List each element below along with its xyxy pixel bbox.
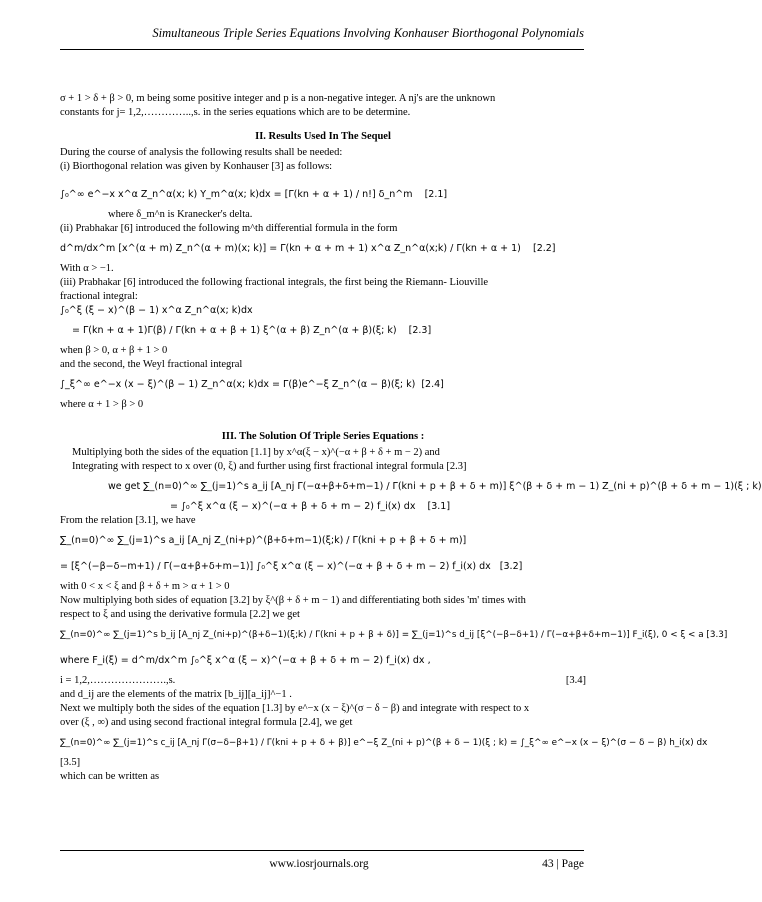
equation-2-4: ∫_ξ^∞ e^−x (x − ξ)^(β − 1) Z_n^α(x; k)dx = Γ(β)e^−ξ Z_n^(α − β)(ξ; k) [2.4]: [60, 379, 444, 390]
equation-2-3a: ∫₀^ξ (ξ − x)^(β − 1) x^α Z_n^α(x; k)dx: [60, 305, 253, 316]
equation-number: [2.3]: [408, 325, 432, 336]
equation-2-1: ∫₀^∞ e^−x x^α Z_n^α(x; k) Y_m^α(x; k)dx = [Γ(kn + α + 1) / n!] δ_n^m [2.1]: [60, 189, 448, 200]
text-line: when β > 0, α + β + 1 > 0: [60, 345, 168, 356]
equation-number: [3.5]: [60, 757, 81, 768]
equation-number: [2.4]: [421, 379, 444, 390]
text-line: over (ξ , ∞) and using second fractional integral formula [2.4], we get: [60, 717, 353, 728]
equation-3-2a: ∑_(n=0)^∞ ∑_(j=1)^s a_ij [A_nj Z_(ni+p)^(β+δ+m−1)(ξ;k) / Γ(kni + p + β + δ + m)]: [60, 535, 467, 546]
footer-rule: [60, 850, 584, 851]
text-line: and the second, the Weyl fractional integral: [60, 359, 243, 370]
equation-3-3: ∑_(n=0)^∞ ∑_(j=1)^s b_ij [A_nj Z_(ni+p)^(β+δ−1)(ξ;k) / Γ(kni + p + β + δ)] = ∑_(j=1)^s d_ij [ξ^(−β−δ+1) / Γ(−α+β+δ+m−1)] F_i(ξ), 0 < ξ < a [3.3]: [60, 630, 728, 640]
text-line: fractional integral:: [60, 291, 138, 302]
text-line: σ + 1 > δ + β > 0, m being some positive integer and p is a non-negative integer. A nj's are the unknown: [60, 93, 496, 104]
equation-2-2: d^m/dx^m [x^(α + m) Z_n^(α + m)(x; k)] = Γ(kn + α + m + 1) x^α Z_n^α(x;k) / Γ(kn + α + 1) [2.2]: [60, 243, 556, 254]
equation-2-3b: = Γ(kn + α + 1)Γ(β) / Γ(kn + α + β + 1) ξ^(α + β) Z_n^(α + β)(ξ; k) [2.3]: [72, 325, 432, 336]
text-line: (i) Biorthogonal relation was given by Konhauser [3] as follows:: [60, 161, 333, 172]
equation-number: [3.3]: [706, 630, 728, 640]
text-line: respect to ξ and using the derivative formula [2.2] we get: [60, 609, 300, 620]
equation-3-5: ∑_(n=0)^∞ ∑_(j=1)^s c_ij [A_nj Γ(σ−δ−β+1) / Γ(kni + p + δ + β)] e^−ξ Z_(ni + p)^(β + δ − 1)(ξ ; k) = ∫_ξ^∞ e^−x (x − ξ)^(σ − δ − β) h_i(x) dx: [60, 738, 708, 748]
text-line: (iii) Prabhakar [6] introduced the following fractional integrals, the first being the Riemann- Liouville: [60, 277, 489, 288]
text-line: During the course of analysis the following results shall be needed:: [60, 147, 343, 158]
running-header: Simultaneous Triple Series Equations Involving Konhauser Biorthogonal Polynomials: [152, 26, 584, 40]
equation-number: [2.2]: [532, 243, 556, 254]
text-line: Multiplying both the sides of the equation [1.1] by x^α(ξ − x)^(−α + β + δ + m − 2) and: [72, 447, 440, 458]
equation-number: [3.1]: [427, 501, 451, 512]
text-line: i = 1,2,………………….,s. [3.4]: [60, 675, 586, 686]
body-text: [60, 92, 762, 784]
text-line: Now multiplying both sides of equation [3.2] by ξ^(β + δ + m − 1) and differentiating both sides 'm' times with: [60, 595, 526, 606]
equation-number: [2.1]: [424, 189, 448, 200]
equation-number: [3.2]: [499, 561, 523, 572]
equation-3-1a: we get ∑_(n=0)^∞ ∑_(j=1)^s a_ij [A_nj Γ(−α+β+δ+m−1) / Γ(kni + p + β + δ + m)] ξ^(β + δ + m − 1) Z_(ni + p)^(β + δ + m − 1)(ξ ; k): [108, 481, 762, 492]
text-line: constants for j= 1,2,…………..,s. in the series equations which are to be determine.: [60, 107, 411, 118]
header-rule: [60, 49, 584, 50]
equation-3-2b: = [ξ^(−β−δ−m+1) / Γ(−α+β+δ+m−1)] ∫₀^ξ x^α (ξ − x)^(−α + β + δ + m − 2) f_i(x) dx [3.2]: [60, 561, 523, 572]
section-heading: II. Results Used In The Sequel: [255, 131, 391, 142]
page-number: 43 | Page: [542, 858, 584, 870]
text-line: (ii) Prabhakar [6] introduced the following m^th differential formula in the form: [60, 223, 398, 234]
text-line: where α + 1 > β > 0: [60, 399, 144, 410]
text-line: With α > −1.: [60, 263, 114, 274]
section-heading: III. The Solution Of Triple Series Equations :: [221, 431, 425, 442]
text-line: Integrating with respect to x over (0, ξ) and further using first fractional integral formula [2.3]: [72, 461, 467, 472]
text-line: From the relation [3.1], we have: [60, 515, 196, 526]
text-line: with 0 < x < ξ and β + δ + m > α + 1 > 0: [60, 581, 230, 592]
text-line: where δ_m^n is Kranecker's delta.: [108, 209, 253, 220]
equation-3-4: where F_i(ξ) = d^m/dx^m ∫₀^ξ x^α (ξ − x)^(−α + β + δ + m − 2) f_i(x) dx ,: [60, 655, 431, 666]
equation-number: [3.4]: [565, 675, 586, 686]
text-line: which can be written as: [60, 771, 160, 782]
text-line: Next we multiply both the sides of the equation [1.3] by e^−x (x − ξ)^(σ − δ − β) and integrate with respect to x: [60, 703, 530, 714]
equation-3-1b: = ∫₀^ξ x^α (ξ − x)^(−α + β + δ + m − 2) f_i(x) dx [3.1]: [170, 501, 451, 512]
journal-url[interactable]: www.iosrjournals.org: [269, 858, 369, 870]
text-line: and d_ij are the elements of the matrix [b_ij][a_ij]^−1 .: [60, 689, 292, 700]
